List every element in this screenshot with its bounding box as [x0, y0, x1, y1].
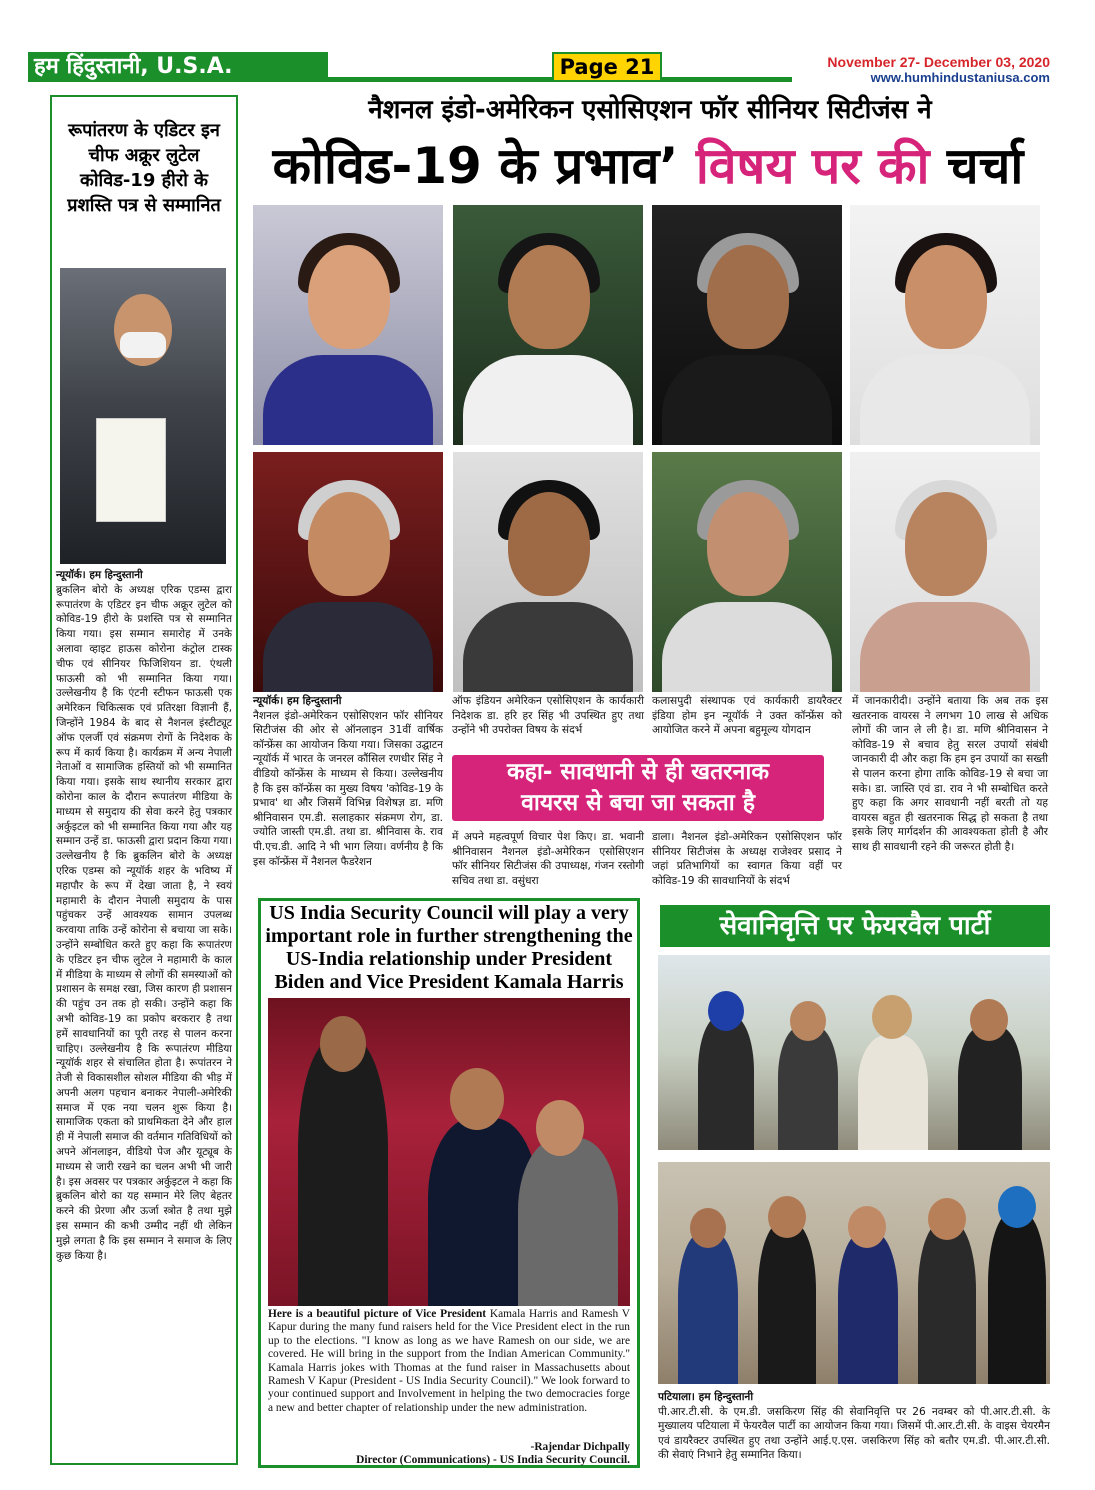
farewell-body: [658, 1390, 1050, 1463]
headline-part-3: चर्चा: [946, 137, 1024, 195]
us-india-signature-title: Director (Communications) - US India Security Council.: [356, 1454, 630, 1466]
portrait-photo: [253, 452, 443, 692]
main-story-dateline: न्यूयॉर्क। हम हिन्दुस्तानी: [253, 695, 342, 707]
left-story-dateline: न्यूयॉर्क। हम हिन्दुस्तानी: [56, 569, 143, 581]
pull-quote-line-2: वायरस से बचा जा सकता है: [521, 790, 755, 816]
main-story-col-2-bottom: में अपने महत्वपूर्ण विचार पेश किए। डा. भवानी श्रीनिवासन नैशनल इंडो-अमेरिकन एसोसिएशन फॉर सीनियर सिटीजंस की उपाध्यक्ष, गंजन रस्तोगी सचिव तथा डा. वसुंधरा: [452, 831, 644, 887]
farewell-dateline: पटियाला। हम हिन्दुस्तानी: [658, 1391, 754, 1403]
portrait-photo: [850, 205, 1040, 445]
main-story-col-1: [253, 694, 443, 869]
portrait-photo: [253, 205, 443, 445]
left-story-headline: रूपांतरण के एडिटर इन चीफ अक्रूर लुटेल कोविड-19 हीरो के प्रशस्ति पत्र से सम्मानित: [67, 120, 221, 216]
headline-part-2: विषय पर की: [695, 137, 930, 195]
main-story-headline: [248, 134, 1048, 198]
us-india-signature-name: -Rajendar Dichpally: [530, 1441, 630, 1453]
farewell-text: पी.आर.टी.सी. के एम.डी. जसकिरण सिंह की सेवानिवृत्ति पर 26 नवम्बर को पी.आर.टी.सी. के मुख्यालय पटियाला में फेयरवैल पार्टी का आयोजन किया गया। जिसमें पी.आर.टी.सी. के वाइस चेयरमैन एवं डायरैक्टर उपस्थित हुए तथा उन्होंने आई.ए.एस. जसकिरण सिंह को बतौर एम.डी. पी.आर.टी.सी. की सेवाएं निभाने हेतु सम्मानित किया।: [658, 1405, 1050, 1462]
left-story-photo: [60, 268, 226, 564]
portrait-photo: [850, 452, 1040, 692]
page-number: Page 21: [552, 52, 662, 82]
portrait-photo: [652, 205, 842, 445]
website-link[interactable]: www.humhindustaniusa.com: [870, 70, 1050, 85]
farewell-banner: सेवानिवृत्ति पर फेयरवैल पार्टी: [660, 905, 1050, 947]
us-india-photo: [268, 998, 630, 1306]
issue-date: November 27- December 03, 2020: [827, 54, 1050, 70]
headline-part-1: कोविड-19 के प्रभाव’: [272, 137, 679, 195]
us-india-caption-lead: Here is a beautiful picture of Vice President: [268, 1308, 487, 1320]
newspaper-brand: हम हिंदुस्तानी, U.S.A.: [28, 52, 328, 82]
farewell-photo-2: [658, 1162, 1050, 1384]
us-india-caption: [268, 1308, 630, 1415]
portrait-photo: [453, 452, 643, 692]
left-story-text: ब्रुकलिन बोरो के अध्यक्ष एरिक एडम्स द्वारा रूपातंरण के एडिटर इन चीफ अक्रूर लुटेल को कोविड-19 हीरो के प्रशस्ति पत्र से सम्मानित किया गया। इस सम्मान समारोह में उनके अलावा व्हाइट हाऊस कोरोना कंट्रोल टास्क चीफ एवं सीनियर फिजिशियन डा. एंथली फाऊसी को भी सम्मानित किया गया। उल्लेखनीय है कि एंटनी स्टीफन फाऊसी एक अमेरिकन चिकित्सक एवं प्रतिरक्षा विज्ञानी हैं, जिन्होंने 1984 के बाद से नैशनल इंस्टीट्यूट ऑफ एलर्जी एवं संक्रमण रोगों के निदेशक के रूप में कार्य किया है। कार्यक्रम में अन्य नेपाली नेताओं व सामाजिक हस्तियों को भी सम्मानित किया गया। इसके साथ स्थानीय सरकार द्वारा कोरोना काल के दौरान रूपातंरण मीडिया के माध्यम से समुदाय की सेवा करने हेतु पत्रकार अर्कुइटल को भी सम्मानित किया गया और यह सम्मान उन्हें डा. फाऊसी द्वारा प्रदान किया गया। उल्लेखनीय है कि ब्रुकलिन बोरो के अध्यक्ष एरिक एडम्स को न्यूयॉर्क शहर के भविष्य में महापौर के रूप में देखा जाता है, ने स्वयं महामारी के दौरान नेपाली समुदाय के पास पहुंचकर उन्हें आवश्यक सामान उपलब्ध करवाया ताकि उन्हें कोरोना से बचाया जा सके। उन्होंने सम्बोधित करते हुए कहा कि रूपातंरण के एडिटर इन चीफ लुटेल ने महामारी के काल में मीडिया के माध्यम से लोगों की समस्याओं को प्रशासन के समक्ष रखा, जिस कारण ही प्रशासन की पहुंच उन तक हो सकी। उन्होंने कहा कि अभी कोविड-19 का प्रकोप बरकरार है तथा हमें सावधानियों का पूरी तरह से पालन करना चाहिए। उल्लेखनीय है कि रूपातंरण मीडिया न्यूयॉर्क शहर से संचालित होता है। रूपांतरन ने तेजी से विकासशील सोशल मीडिया की भीड़ में अपनी अलग पहचान बनाकर नेपाली-अमेरिकी समाज में एक नया चलन शुरू किया है। सामाजिक एकता को प्राथमिकता देने और हाल ही में नेपाली समाज की वर्तमान गतिविधियों को अपने ऑनलाइन, वीडियो पेज और यूट्यूब के माध्यम से जारी रखने का चलन अभी भी जारी है। इस अवसर पर पत्रकार अर्कुइटल ने कहा कि ब्रुकलिन बोरो का यह सम्मान मेरे लिए बेहतर करने की प्रेरणा और ऊर्जा स्त्रोत है तथा मुझे इस सम्मान की कभी उम्मीद नहीं थी लेकिन मुझे लगता है कि इस सम्मान ने समाज के लिए कुछ किया है।: [56, 583, 232, 1262]
main-story-col-3-bottom: डाला। नैशनल इंडो-अमेरिकन एसोसिएशन फॉर सीनियर सिटीजंस के अध्यक्ष राजेश्वर प्रसाद ने जहां प्रतिभागियों का स्वागत किया वहीं पर कोविड-19 की सावधानियों के संदर्भ: [652, 831, 842, 887]
us-india-caption-body: Kamala Harris and Ramesh V Kapur during the many fund raisers held for the Vice President elect in the run up to the elections. "I know as long as we have Ramesh on our side, we are covered. He will bring in the support from the Indian American Community." Kamala Harris jokes with Thomas at the fund raiser in Massachusetts about Ramesh V Kapur (President - US India Security Council)." We look forward to your continued support and Involvement in helping the two democracies forge a new and better chapter of relationship under the new administration.: [268, 1308, 630, 1414]
main-story-deck: नैशनल इंडो-अमेरिकन एसोसिएशन फॉर सीनियर सिटीजंस ने: [368, 95, 932, 125]
farewell-photo-1: [658, 955, 1050, 1150]
header-rule-right: [662, 77, 792, 82]
pull-quote: [452, 755, 824, 821]
main-story-text-1: नैशनल इंडो-अमेरिकन एसोसिएशन फॉर सीनियर सिटीजंस की ओर से ऑनलाइन 31वीं वार्षिक कॉन्फ्रेंस का आयोजन किया गया। जिसका उद्घाटन न्यूयॉर्क में भारत के जनरल कौंसिल रणधीर सिंह ने वीडियो कॉन्फ्रेंस के माध्यम से किया। उल्लेखनीय है कि इस कॉन्फ्रेंस का मुख्य विषय 'कोविड-19 के प्रभाव' था और जिसमें विभिन्न विशेषज्ञ डा. मणि श्रीनिवासन एम.डी. सलाहकार संक्रमण रोग, डा. ज्योति जास्ती एम.डी. तथा डा. श्रीनिवास के. राव पी.एच.डी. आदि ने भी भाग लिया। वर्णनीय है कि इस कॉन्फ्रेंस में नैशनल फैडरेशन: [253, 709, 443, 868]
main-story-col-4: में जानकारीदी। उन्होंने बताया कि अब तक इस खतरनाक वायरस ने लगभग 10 लाख से अधिक लोगों की जान ले ली है। डा. मणि श्रीनिवासन ने कोविड-19 से बचाव हेतु सरल उपायों संबंधी जानकारी दी और कहा कि हम इन उपायों का सख्ती से पालन करना होगा ताकि कोविड-19 से बचा जा सके। डा. जास्ति एवं डा. राव ने भी सम्बोधित करते हुए कहा कि अगर सावधानी नहीं बरती तो यह वायरस बहुत ही खतरनाक सिद्ध हो सकता है तथा इसके लिए मार्गदर्शन की आवश्यकता होती है और साथ ही सावधानी रहने की जरूरत होती है।: [852, 695, 1048, 853]
us-india-headline: US India Security Council will play a very important role in further strengthening the US-India relationship under President Biden and Vice President Kamala Harris: [265, 902, 633, 993]
portrait-photo: [453, 205, 643, 445]
left-story-body: [56, 568, 232, 1263]
main-story-col-3-top: कलासपुदी संस्थापक एवं कार्यकारी डायरैक्टर इंडिया होम इन न्यूयॉर्क ने उक्त कॉन्फ्रेंस को आयोजित करने में अपना बहुमूल्य योगदान: [652, 695, 842, 737]
pull-quote-line-1: कहा- सावधानी से ही खतरनाक: [507, 759, 769, 785]
portrait-photo: [652, 452, 842, 692]
header-rule: [328, 77, 552, 82]
main-story-col-2-top: ऑफ इंडियन अमेरिकन एसोसिएशन के कार्यकारी निदेशक डा. हरि हर सिंह भी उपस्थित हुए तथा उन्होंने भी उपरोक्त विषय के संदर्भ: [452, 695, 644, 737]
